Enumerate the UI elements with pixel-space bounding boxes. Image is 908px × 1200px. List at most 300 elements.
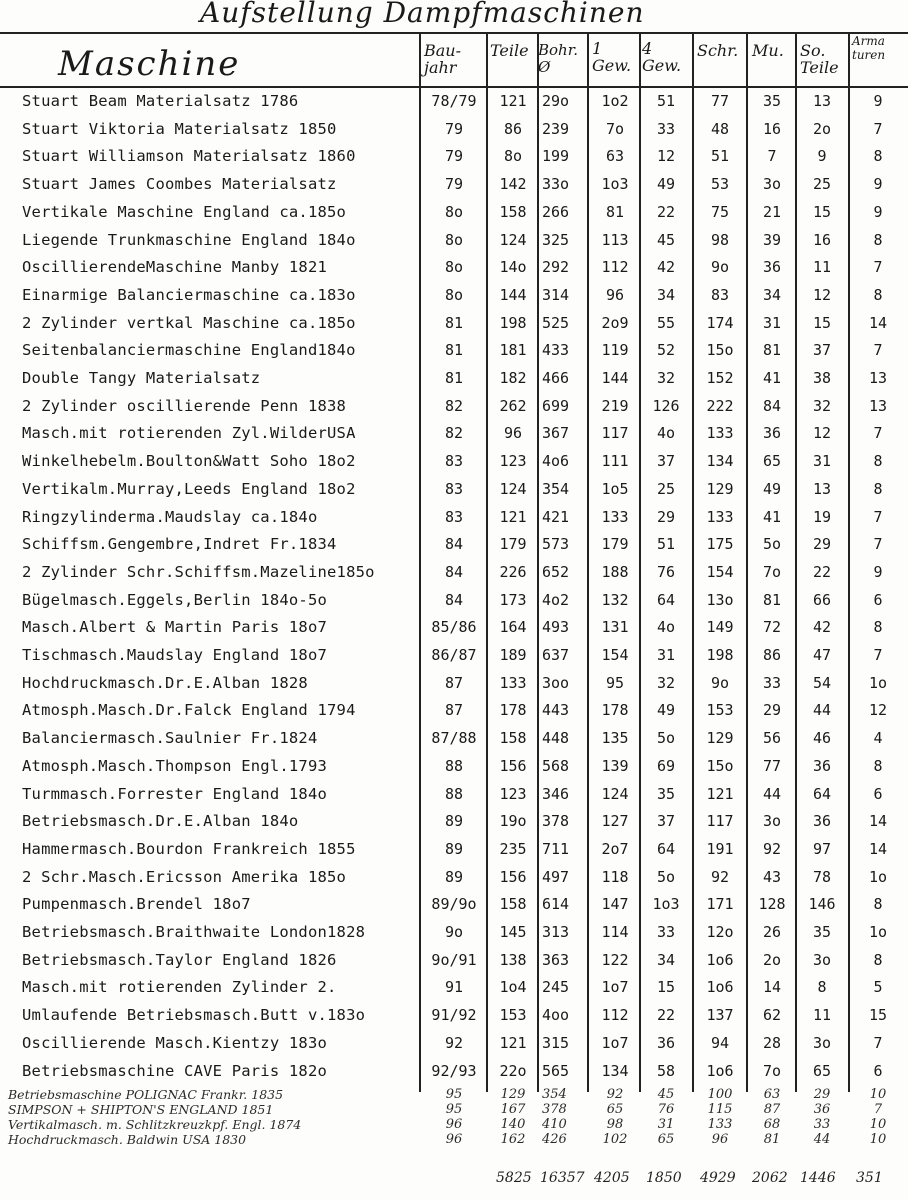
parts-count: 121 (499, 92, 527, 110)
parts-count: 8o (503, 147, 523, 166)
build-year: 79 (444, 119, 464, 138)
build-year: 95 (445, 1102, 463, 1118)
build-year: 81 (444, 341, 464, 360)
fittings-count: 13 (868, 396, 888, 415)
bore-count: 363 (542, 950, 570, 969)
build-year: 84 (444, 590, 464, 609)
machine-name: Masch.Albert & Martin Paris 18o7 (22, 618, 328, 637)
nuts-count: 5o (762, 535, 782, 554)
thread4-count: 34 (656, 950, 676, 969)
nuts-count: 49 (762, 479, 782, 498)
fittings-count: 14 (868, 812, 888, 831)
bore-count: 433 (542, 341, 570, 360)
build-year: 83 (444, 452, 464, 471)
fittings-count: 7 (873, 258, 883, 277)
nuts-count: 35 (762, 92, 782, 110)
thread1-count: 132 (601, 590, 629, 609)
thread4-count: 25 (656, 479, 676, 498)
parts-count: 179 (499, 535, 527, 554)
nuts-count: 92 (762, 839, 782, 858)
table-row (0, 310, 908, 337)
thread1-count: 134 (601, 1061, 629, 1080)
machine-name: Betriebsmaschine POLIGNAC Frankr. 1835 (8, 1087, 284, 1103)
machine-name: Stuart Viktoria Materialsatz 1850 (22, 119, 337, 138)
parts-count: 158 (499, 729, 527, 748)
nuts-count: 41 (762, 507, 782, 526)
thread4-count: 29 (656, 507, 676, 526)
screws-count: 12o (706, 923, 734, 941)
thread1-count: 117 (601, 424, 629, 443)
table-row (0, 504, 908, 531)
header-thread4: 4 Gew. (642, 39, 682, 75)
screws-count: 129 (706, 729, 734, 748)
thread1-count: 98 (606, 1117, 624, 1133)
screws-count: 1o6 (706, 978, 734, 997)
table-row (0, 393, 908, 420)
table-row (0, 199, 908, 226)
bore-count: 443 (542, 701, 570, 720)
table-row (0, 1058, 908, 1085)
parts-count: 22o (499, 1061, 527, 1080)
thread4-count: 1o3 (652, 895, 680, 914)
fittings-count: 6 (873, 590, 883, 609)
thread1-count: 188 (601, 562, 629, 581)
screws-count: 121 (706, 784, 734, 803)
parts-count: 86 (503, 119, 523, 138)
other-parts-count: 46 (812, 729, 832, 748)
nuts-count: 16 (762, 119, 782, 138)
other-parts-count: 36 (812, 812, 832, 831)
build-year: 87 (444, 701, 464, 720)
thread4-count: 49 (656, 175, 676, 194)
bore-count: 245 (542, 978, 570, 997)
table-row (0, 1002, 908, 1029)
thread4-count: 4o (656, 618, 676, 637)
fittings-count: 7 (873, 424, 883, 443)
header-year: Bau-jahr (424, 41, 462, 77)
nuts-count: 87 (763, 1102, 781, 1118)
header-bore: Bohr. Ø (538, 41, 579, 76)
parts-count: 226 (499, 562, 527, 581)
thread1-count: 111 (601, 452, 629, 471)
other-parts-count: 36 (813, 1102, 831, 1118)
build-year: 91/92 (431, 1006, 477, 1025)
machine-name: 2 Schr.Masch.Ericsson Amerika 185o (22, 867, 347, 886)
thread4-count: 31 (657, 1117, 675, 1133)
parts-count: 123 (499, 452, 527, 471)
build-year: 92/93 (431, 1061, 477, 1080)
screws-count: 75 (710, 202, 730, 221)
build-year: 86/87 (431, 646, 477, 664)
machine-name: Oscillierende Masch.Kientzy 183o (22, 1033, 328, 1052)
other-parts-count: 32 (812, 396, 832, 415)
build-year: 79 (444, 175, 464, 194)
thread1-count: 147 (601, 895, 629, 914)
other-parts-count: 11 (812, 1006, 832, 1025)
thread4-count: 5o (656, 729, 676, 748)
thread1-count: 95 (605, 673, 625, 692)
thread4-count: 65 (657, 1132, 675, 1148)
fittings-count: 7 (873, 341, 883, 360)
screws-count: 191 (706, 839, 734, 858)
thread1-count: 124 (601, 784, 629, 803)
machine-name: Bügelmasch.Eggels,Berlin 184o-5o (22, 590, 328, 609)
bore-count: 525 (542, 313, 570, 332)
parts-count: 235 (499, 839, 527, 858)
build-year: 8o (444, 285, 464, 304)
bore-count: 292 (542, 258, 570, 277)
fittings-count: 13 (868, 369, 888, 387)
parts-count: 153 (499, 1006, 527, 1025)
fittings-count: 6 (873, 784, 883, 803)
thread1-count: 219 (601, 396, 629, 415)
nuts-count: 7 (767, 147, 777, 166)
nuts-count: 62 (762, 1006, 782, 1025)
thread4-count: 69 (656, 756, 676, 775)
handwritten-row (0, 1117, 908, 1133)
build-year: 88 (444, 784, 464, 803)
parts-count: 189 (499, 646, 527, 664)
fittings-count: 14 (868, 313, 888, 332)
other-parts-count: 37 (812, 341, 832, 360)
table-row (0, 781, 908, 808)
nuts-count: 7o (762, 562, 782, 581)
other-parts-count: 13 (812, 92, 832, 110)
thread4-count: 58 (656, 1061, 676, 1080)
thread4-count: 12 (656, 147, 676, 166)
thread1-count: 92 (606, 1087, 624, 1103)
table-row (0, 227, 908, 254)
other-parts-count: 11 (812, 258, 832, 277)
bore-count: 652 (542, 562, 570, 581)
bore-count: 614 (542, 895, 570, 914)
table-row (0, 891, 908, 918)
screws-count: 117 (706, 812, 734, 831)
thread1-count: 81 (605, 202, 625, 221)
build-year: 87 (444, 673, 464, 692)
thread4-count: 33 (656, 923, 676, 941)
other-parts-count: 2o (812, 119, 832, 138)
thread1-count: 96 (605, 285, 625, 304)
machine-name: Vertikalmasch. m. Schlitzkreuzkpf. Engl. 1874 (8, 1117, 302, 1133)
table-row (0, 116, 908, 143)
nuts-count: 21 (762, 202, 782, 221)
fittings-count: 14 (868, 839, 888, 858)
nuts-count: 33 (762, 673, 782, 692)
bore-count: 565 (542, 1061, 570, 1080)
bore-count: 367 (542, 424, 570, 443)
bore-count: 466 (542, 369, 570, 387)
nuts-count: 34 (762, 285, 782, 304)
machine-name: Stuart Beam Materialsatz 1786 (22, 92, 299, 110)
table-row (0, 1030, 908, 1057)
nuts-count: 63 (763, 1087, 781, 1103)
nuts-count: 2o (762, 950, 782, 969)
thread4-count: 76 (656, 562, 676, 581)
machine-name: Betriebsmasch.Taylor England 1826 (22, 950, 337, 969)
nuts-count: 36 (762, 258, 782, 277)
screws-count: 9o (710, 258, 730, 277)
fittings-count: 8 (873, 895, 883, 914)
total-thread4: 1850 (646, 1170, 682, 1186)
table-row (0, 282, 908, 309)
thread4-count: 52 (656, 341, 676, 360)
machine-name: Vertikalm.Murray,Leeds England 18o2 (22, 479, 356, 498)
screws-count: 198 (706, 646, 734, 664)
fittings-count: 1o (868, 923, 888, 941)
table-row (0, 864, 908, 891)
thread1-count: 127 (601, 812, 629, 831)
nuts-count: 72 (762, 618, 782, 637)
other-parts-count: 22 (812, 562, 832, 581)
table-row (0, 143, 908, 170)
machine-name: Masch.mit rotierenden Zylinder 2. (22, 978, 337, 997)
nuts-count: 14 (762, 978, 782, 997)
build-year: 85/86 (431, 618, 477, 637)
thread1-count: 133 (601, 507, 629, 526)
bore-count: 346 (542, 784, 570, 803)
build-year: 78/79 (431, 92, 477, 110)
table-row (0, 420, 908, 447)
thread1-count: 144 (601, 369, 629, 387)
screws-count: 53 (710, 175, 730, 194)
table-row (0, 559, 908, 586)
thread1-count: 2o9 (601, 313, 629, 332)
bore-count: 4o6 (542, 452, 570, 471)
total-fittings: 351 (856, 1170, 883, 1186)
table-row (0, 808, 908, 835)
handwritten-row (0, 1132, 908, 1148)
build-year: 96 (445, 1117, 463, 1133)
header-fittings: Arma turen (852, 34, 886, 62)
handwritten-row (0, 1102, 908, 1118)
parts-count: 145 (499, 923, 527, 941)
nuts-count: 128 (758, 895, 786, 914)
header-other: So. Teile (800, 41, 839, 77)
thread4-count: 51 (656, 535, 676, 554)
parts-count: 121 (499, 1033, 527, 1052)
build-year: 87/88 (431, 729, 477, 748)
other-parts-count: 12 (812, 424, 832, 443)
header-machine: Maschine (58, 44, 241, 84)
parts-count: 181 (499, 341, 527, 360)
machine-name: Vertikale Maschine England ca.185o (22, 202, 347, 221)
other-parts-count: 16 (812, 230, 832, 249)
machine-name: OscillierendeMaschine Manby 1821 (22, 258, 328, 277)
fittings-count: 8 (873, 479, 883, 498)
machine-name: Winkelhebelm.Boulton&Watt Soho 18o2 (22, 452, 356, 471)
total-nuts: 2062 (752, 1170, 788, 1186)
build-year: 9o/91 (431, 950, 477, 969)
table-row (0, 88, 908, 115)
table-row (0, 697, 908, 724)
fittings-count: 8 (873, 147, 883, 166)
table-row (0, 448, 908, 475)
nuts-count: 29 (762, 701, 782, 720)
fittings-count: 9 (873, 175, 883, 194)
nuts-count: 31 (762, 313, 782, 332)
other-parts-count: 97 (812, 839, 832, 858)
build-year: 89 (444, 812, 464, 831)
machine-name: Betriebsmasch.Braithwaite London1828 (22, 923, 366, 941)
other-parts-count: 33 (813, 1117, 831, 1133)
bore-count: 239 (542, 119, 570, 138)
other-parts-count: 65 (812, 1061, 832, 1080)
build-year: 83 (444, 507, 464, 526)
parts-count: 178 (499, 701, 527, 720)
nuts-count: 3o (762, 812, 782, 831)
nuts-count: 28 (762, 1033, 782, 1052)
machine-name: SIMPSON + SHIPTON'S ENGLAND 1851 (8, 1102, 274, 1118)
other-parts-count: 44 (812, 701, 832, 720)
bore-count: 4o2 (542, 590, 570, 609)
screws-count: 152 (706, 369, 734, 387)
bore-count: 699 (542, 396, 570, 415)
machine-name: Stuart James Coombes Materialsatz (22, 175, 337, 194)
other-parts-count: 3o (812, 1033, 832, 1052)
machine-name: Einarmige Balanciermaschine ca.183o (22, 285, 356, 304)
bore-count: 266 (542, 202, 570, 221)
build-year: 82 (444, 396, 464, 415)
table-row (0, 614, 908, 641)
machine-name: Double Tangy Materialsatz (22, 369, 261, 387)
nuts-count: 26 (762, 923, 782, 941)
bore-count: 29o (542, 92, 570, 110)
build-year: 79 (444, 147, 464, 166)
screws-count: 171 (706, 895, 734, 914)
thread4-count: 15 (656, 978, 676, 997)
fittings-count: 8 (873, 618, 883, 637)
nuts-count: 56 (762, 729, 782, 748)
other-parts-count: 35 (812, 923, 832, 941)
bore-count: 3oo (542, 673, 570, 692)
thread4-count: 32 (656, 369, 676, 387)
fittings-count: 8 (873, 285, 883, 304)
parts-count: 19o (499, 812, 527, 831)
machine-name: 2 Zylinder Schr.Schiffsm.Mazeline185o (22, 562, 375, 581)
thread1-count: 7o (605, 119, 625, 138)
machine-name: Hammermasch.Bourdon Frankreich 1855 (22, 839, 356, 858)
parts-count: 124 (499, 479, 527, 498)
nuts-count: 36 (762, 424, 782, 443)
thread4-count: 37 (656, 812, 676, 831)
table-row (0, 587, 908, 614)
bore-count: 426 (542, 1132, 567, 1148)
screws-count: 94 (710, 1033, 730, 1052)
nuts-count: 84 (762, 396, 782, 415)
fittings-count: 8 (873, 230, 883, 249)
parts-count: 182 (499, 369, 527, 387)
thread1-count: 135 (601, 729, 629, 748)
fittings-count: 9 (873, 202, 883, 221)
thread1-count: 1o7 (601, 978, 629, 997)
other-parts-count: 3o (812, 950, 832, 969)
thread1-count: 154 (601, 646, 629, 664)
thread4-count: 5o (656, 867, 676, 886)
table-row (0, 836, 908, 863)
bore-count: 313 (542, 923, 570, 941)
total-thread1: 4205 (594, 1170, 630, 1186)
header-parts: Teile (490, 41, 529, 60)
screws-count: 98 (710, 230, 730, 249)
other-parts-count: 38 (812, 369, 832, 387)
fittings-count: 7 (873, 119, 883, 138)
other-parts-count: 54 (812, 673, 832, 692)
screws-count: 1o6 (706, 950, 734, 969)
bore-count: 314 (542, 285, 570, 304)
fittings-count: 5 (873, 978, 883, 997)
thread4-count: 51 (656, 92, 676, 110)
build-year: 81 (444, 369, 464, 387)
thread1-count: 1o5 (601, 479, 629, 498)
bore-count: 4oo (542, 1006, 570, 1025)
bore-count: 573 (542, 535, 570, 554)
other-parts-count: 13 (812, 479, 832, 498)
thread1-count: 114 (601, 923, 629, 941)
fittings-count: 10 (869, 1117, 887, 1133)
page-title: Aufstellung Dampfmaschinen (200, 0, 645, 29)
thread4-count: 37 (656, 452, 676, 471)
header-thread1: 1 Gew. (592, 39, 632, 75)
parts-count: 123 (499, 784, 527, 803)
machine-name: Pumpenmasch.Brendel 18o7 (22, 895, 251, 914)
parts-count: 162 (500, 1132, 526, 1148)
fittings-count: 15 (868, 1006, 888, 1025)
other-parts-count: 8 (817, 978, 827, 997)
total-bore: 16357 (540, 1170, 585, 1186)
fittings-count: 9 (873, 562, 883, 581)
other-parts-count: 36 (812, 756, 832, 775)
header-top-rule (0, 32, 908, 34)
bore-count: 711 (542, 839, 570, 858)
other-parts-count: 12 (812, 285, 832, 304)
nuts-count: 81 (762, 341, 782, 360)
parts-count: 96 (503, 424, 523, 443)
thread1-count: 1o3 (601, 175, 629, 194)
thread4-count: 36 (656, 1033, 676, 1052)
parts-count: 167 (500, 1102, 526, 1118)
build-year: 89 (444, 839, 464, 858)
thread4-count: 45 (657, 1087, 675, 1103)
thread4-count: 126 (652, 396, 680, 415)
table-row (0, 642, 908, 669)
build-year: 89/9o (431, 895, 477, 914)
build-year: 8o (444, 258, 464, 277)
parts-count: 158 (499, 202, 527, 221)
parts-count: 133 (499, 673, 527, 692)
parts-count: 144 (499, 285, 527, 304)
build-year: 84 (444, 562, 464, 581)
fittings-count: 8 (873, 756, 883, 775)
machine-name: Schiffsm.Gengembre,Indret Fr.1834 (22, 535, 337, 554)
thread1-count: 1o7 (601, 1033, 629, 1052)
machine-name: 2 Zylinder oscillierende Penn 1838 (22, 396, 347, 415)
machine-name: Hochdruckmasch.Dr.E.Alban 1828 (22, 673, 308, 692)
thread1-count: 122 (601, 950, 629, 969)
build-year: 8o (444, 230, 464, 249)
build-year: 8o (444, 202, 464, 221)
thread4-count: 42 (656, 258, 676, 277)
thread1-count: 112 (601, 258, 629, 277)
thread1-count: 118 (601, 867, 629, 886)
parts-count: 262 (499, 396, 527, 415)
screws-count: 83 (710, 285, 730, 304)
thread4-count: 34 (656, 285, 676, 304)
other-parts-count: 146 (808, 895, 836, 914)
screws-count: 115 (707, 1102, 733, 1118)
fittings-count: 12 (868, 701, 888, 720)
bore-count: 378 (542, 812, 570, 831)
